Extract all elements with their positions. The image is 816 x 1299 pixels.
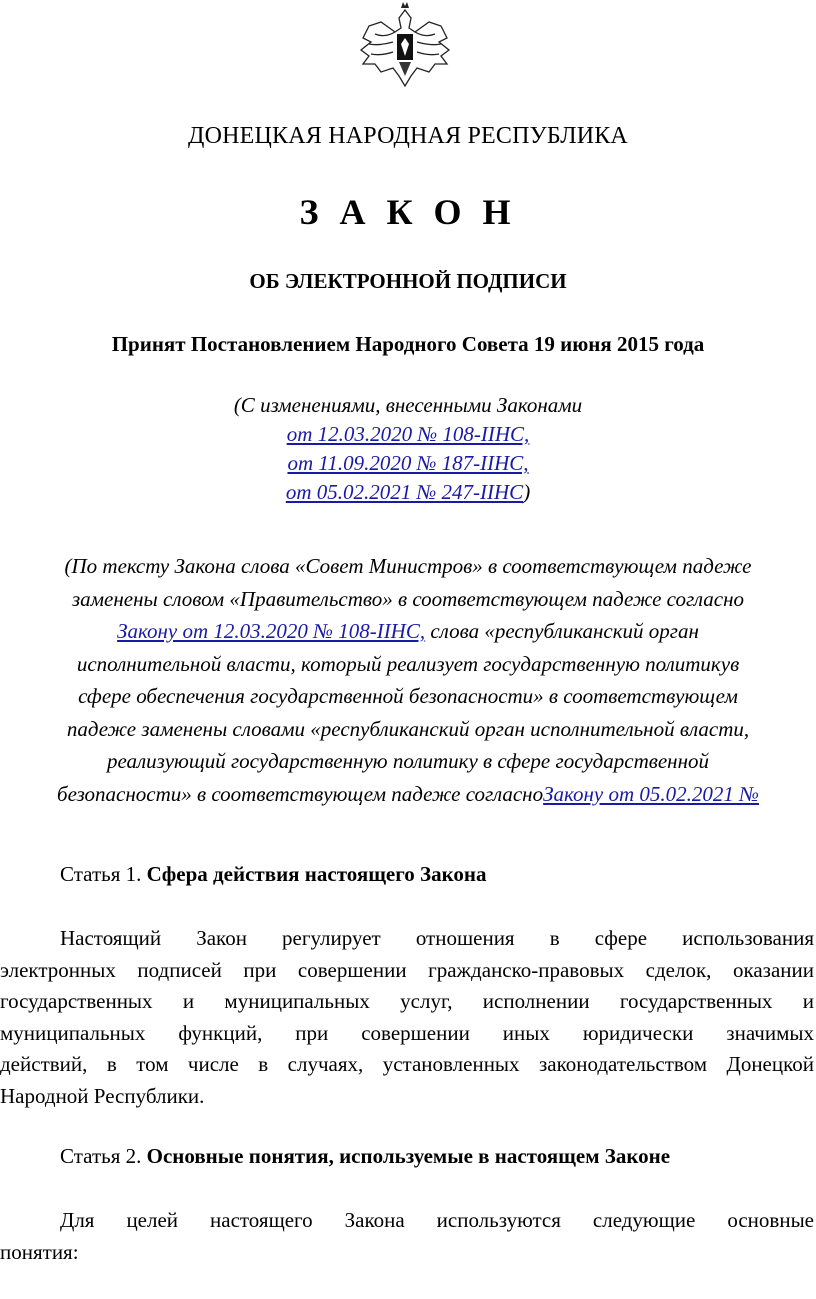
amendments-close: ): [523, 480, 531, 504]
paragraph-line: Настоящий Закон регулирует отношения в сфере использования: [60, 926, 814, 950]
paragraph-line: Для целей настоящего Закона используются следующие основные: [60, 1208, 814, 1232]
paragraph-line: Народной Республики.: [0, 1083, 205, 1108]
paragraph-line: муниципальных функций, при совершении иных юридически значимых: [0, 1020, 814, 1045]
paragraph-line: действий, в том числе в случаях, установленных законодательством Донецкой: [0, 1052, 814, 1076]
paragraph-line: электронных подписей при совершении гражданско-правовых сделок, оказании: [0, 957, 814, 982]
article-title: Сфера действия настоящего Закона: [146, 862, 487, 886]
amendment-link-3[interactable]: от 05.02.2021 № 247-IIНС: [285, 480, 524, 504]
note-line: падеже заменены словами «республиканский орган исполнительной власти,: [66, 716, 750, 741]
note-line: (По тексту Закона слова «Совет Министров» в соответствующем падеже: [64, 554, 752, 578]
article-2-heading: [60, 1144, 670, 1169]
editorial-note: [8, 550, 808, 810]
note-line: сфере обеспечения государственной безопасности» в соответствующем: [78, 684, 738, 708]
paragraph-line: понятия:: [0, 1239, 79, 1264]
article-label: Статья 1.: [60, 862, 147, 886]
note-line: заменены словом «Правительство» в соответствующем падеже согласно: [71, 586, 745, 611]
article-1-heading: [60, 862, 487, 887]
republic-name: ДОНЕЦКАЯ НАРОДНАЯ РЕСПУБЛИКА: [188, 123, 628, 149]
article-1-paragraph: [0, 923, 814, 1112]
amendments-intro: (С изменениями, внесенными Законами: [233, 393, 583, 417]
law-title: ОБ ЭЛЕКТРОННОЙ ПОДПИСИ: [249, 269, 567, 293]
adoption-line: Принят Постановлением Народного Совета 19 июня 2015 года: [111, 332, 705, 356]
amendments-block: [0, 391, 816, 507]
amendment-link-2[interactable]: от 11.09.2020 № 187-IIНС,: [287, 451, 529, 475]
note-line: Закону от 12.03.2020 № 108-IIНС, слова «республиканский орган: [117, 619, 699, 643]
note-link-law-2021[interactable]: Закону от 05.02.2021 №: [543, 781, 759, 806]
amendment-link-1[interactable]: от 12.03.2020 № 108-IIНС,: [286, 422, 530, 446]
article-label: Статья 2.: [60, 1144, 147, 1168]
note-line: безопасности» в соответствующем падеже согласноЗакону от 05.02.2021 №: [57, 781, 759, 806]
note-line: реализующий государственную политику в сфере государственной: [106, 749, 710, 773]
paragraph-line: государственных и муниципальных услуг, исполнении государственных и: [0, 989, 814, 1013]
article-title: Основные понятия, используемые в настоящем Законе: [146, 1144, 671, 1168]
document-type: З А К О Н: [299, 192, 517, 232]
note-line: исполнительной власти, который реализует государственную политикув: [76, 651, 740, 676]
article-2-paragraph: [0, 1205, 814, 1268]
note-link-law-108[interactable]: Закону от 12.03.2020 № 108-IIНС,: [117, 619, 426, 643]
coat-of-arms-icon: [355, 2, 455, 88]
